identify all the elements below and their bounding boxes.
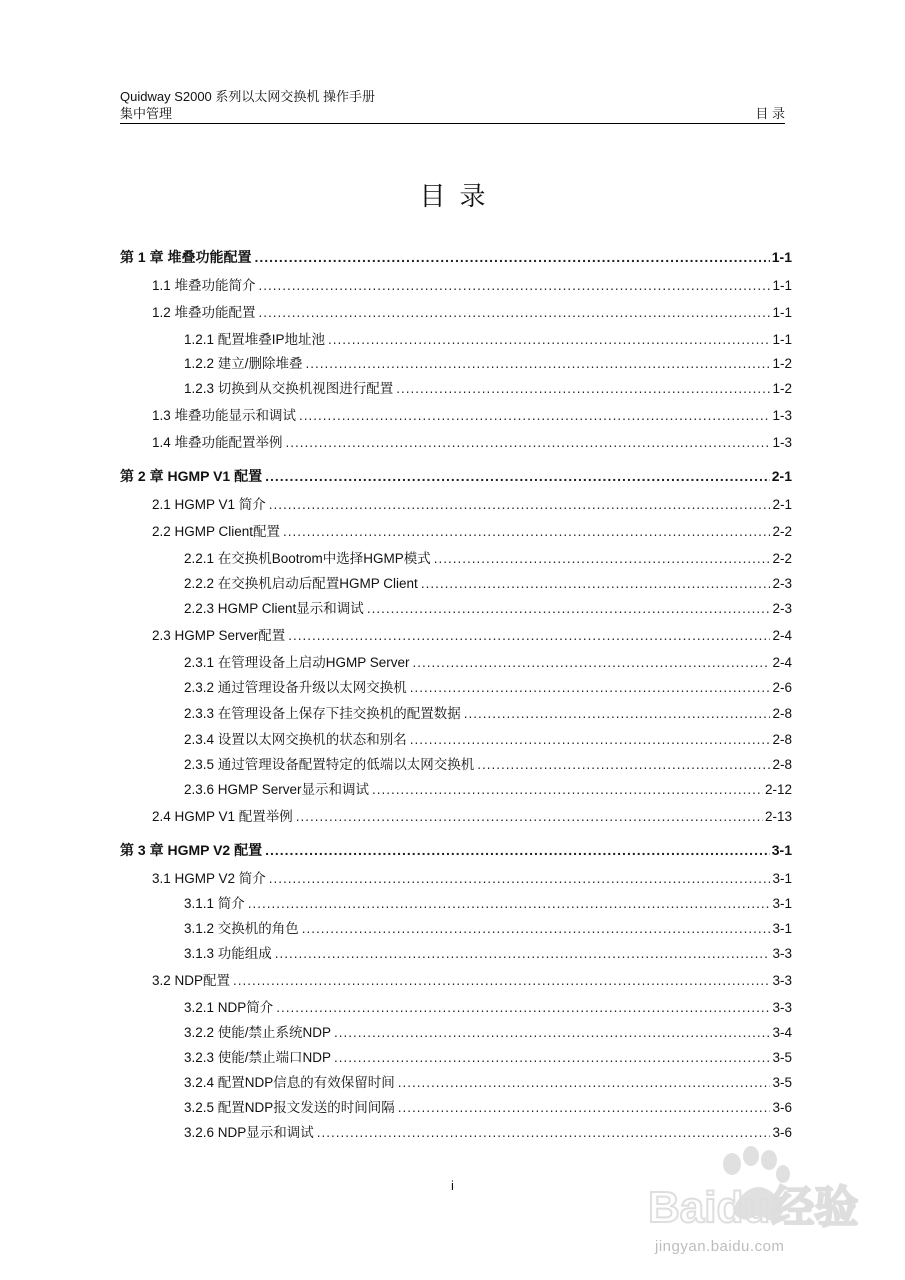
toc-entry[interactable] <box>120 404 792 426</box>
toc-entry[interactable] <box>120 274 792 296</box>
toc-entry-page: 2-2 <box>772 551 792 566</box>
running-header-title: Quidway S2000 系列以太网交换机 操作手册 <box>120 89 376 104</box>
toc-entry-page: 3-4 <box>772 1025 792 1040</box>
toc-entry[interactable] <box>120 892 792 914</box>
toc-entry-label: 2.2.3 HGMP Client显示和调试 <box>184 601 364 616</box>
toc-entry-label: 第 2 章 HGMP V1 配置 <box>120 468 263 484</box>
toc-chapter-entry[interactable] <box>120 840 792 862</box>
toc-entry-label: 1.2.3 切换到从交换机视图进行配置 <box>184 381 394 396</box>
toc-leader-dots <box>275 946 771 961</box>
toc-leader-dots <box>398 1100 771 1115</box>
toc-entry-page: 2-1 <box>772 497 792 512</box>
toc-entry[interactable] <box>120 702 792 724</box>
toc-leader-dots <box>248 896 771 911</box>
toc-entry-label: 第 1 章 堆叠功能配置 <box>120 249 252 265</box>
toc-entry[interactable] <box>120 572 792 594</box>
toc-leader-dots <box>367 601 771 616</box>
toc-entry-label: 2.2.2 在交换机启动后配置HGMP Client <box>184 576 418 591</box>
toc-entry-page: 2-12 <box>764 782 792 797</box>
toc-entry-label: 3.2.1 NDP简介 <box>184 1000 274 1015</box>
toc-entry[interactable] <box>120 1096 792 1118</box>
toc-leader-dots <box>410 732 771 747</box>
toc-entry-page: 3-6 <box>772 1100 792 1115</box>
toc-entry-label: 3.2.3 使能/禁止端口NDP <box>184 1050 332 1065</box>
watermark-brand: Baidu经验 <box>648 1183 859 1232</box>
page-title: 目录 <box>419 182 500 212</box>
toc-leader-dots <box>306 356 771 371</box>
toc-entry-label: 2.3 HGMP Server配置 <box>152 628 286 643</box>
toc-entry-label: 3.1.2 交换机的角色 <box>184 921 299 936</box>
toc-entry-page: 2-2 <box>772 524 792 539</box>
toc-leader-dots <box>259 305 771 320</box>
toc-entry-page: 1-2 <box>772 381 792 396</box>
toc-leader-dots <box>288 628 770 643</box>
toc-entry[interactable] <box>120 728 792 750</box>
toc-entry[interactable] <box>120 969 792 991</box>
toc-entry-label: 第 3 章 HGMP V2 配置 <box>120 842 263 858</box>
toc-entry[interactable] <box>120 328 792 350</box>
toc-entry-label: 3.1 HGMP V2 简介 <box>152 871 266 886</box>
toc-entry-page: 3-3 <box>772 946 792 961</box>
toc-entry-page: 3-3 <box>772 973 792 988</box>
toc-entry[interactable] <box>120 493 792 515</box>
toc-entry-page: 2-8 <box>772 732 792 747</box>
toc-leader-dots <box>265 842 770 858</box>
toc-entry-label: 1.3 堆叠功能显示和调试 <box>152 408 297 423</box>
toc-chapter-entry[interactable] <box>120 466 792 488</box>
toc-leader-dots <box>299 408 770 423</box>
toc-entry-label: 2.1 HGMP V1 简介 <box>152 497 266 512</box>
toc-leader-dots <box>477 757 770 772</box>
toc-leader-dots <box>317 1125 771 1140</box>
toc-entry[interactable] <box>120 996 792 1018</box>
toc-entry-label: 2.3.2 通过管理设备升级以太网交换机 <box>184 680 407 695</box>
toc-leader-dots <box>296 809 763 824</box>
toc-entry[interactable] <box>120 597 792 619</box>
toc-entry[interactable] <box>120 651 792 673</box>
toc-entry-page: 2-8 <box>772 757 792 772</box>
toc-entry-page: 1-2 <box>772 356 792 371</box>
toc-entry-page: 2-13 <box>764 809 792 824</box>
toc-entry-page: 2-1 <box>771 468 792 484</box>
header-toc-label: 目 录 <box>755 106 785 121</box>
toc-entry[interactable] <box>120 352 792 374</box>
toc-entry-label: 3.1.1 简介 <box>184 896 245 911</box>
toc-entry[interactable] <box>120 1071 792 1093</box>
toc-entry-label: 1.4 堆叠功能配置举例 <box>152 435 283 450</box>
toc-entry-page: 3-1 <box>772 921 792 936</box>
toc-entry[interactable] <box>120 753 792 775</box>
toc-entry-page: 2-8 <box>772 706 792 721</box>
header-rule <box>120 123 785 124</box>
toc-leader-dots <box>334 1025 770 1040</box>
toc-entry[interactable] <box>120 917 792 939</box>
header-section: 集中管理 <box>120 106 173 121</box>
toc-leader-dots <box>421 576 771 591</box>
toc-entry-label: 2.3.3 在管理设备上保存下挂交换机的配置数据 <box>184 706 461 721</box>
toc-leader-dots <box>396 381 770 396</box>
toc-entry-label: 1.2.1 配置堆叠IP地址池 <box>184 332 326 347</box>
toc-leader-dots <box>265 468 770 484</box>
toc-entry-label: 2.3.4 设置以太网交换机的状态和别名 <box>184 732 407 747</box>
toc-entry-page: 2-4 <box>772 628 792 643</box>
running-header-sub <box>120 106 785 122</box>
toc-entry[interactable] <box>120 676 792 698</box>
toc-leader-dots <box>398 1075 771 1090</box>
toc-entry-label: 2.3.5 通过管理设备配置特定的低端以太网交换机 <box>184 757 475 772</box>
toc-entry-page: 1-3 <box>772 408 792 423</box>
toc-entry-label: 2.2 HGMP Client配置 <box>152 524 281 539</box>
toc-entry[interactable] <box>120 624 792 646</box>
toc-entry-page: 1-1 <box>771 249 792 265</box>
toc-entry[interactable] <box>120 805 792 827</box>
toc-entry[interactable] <box>120 867 792 889</box>
toc-entry[interactable] <box>120 547 792 569</box>
toc-entry-label: 3.2.5 配置NDP报文发送的时间间隔 <box>184 1100 395 1115</box>
toc-entry-page: 3-5 <box>772 1075 792 1090</box>
toc-entry[interactable] <box>120 942 792 964</box>
toc-leader-dots <box>413 655 771 670</box>
toc-entry-page: 2-3 <box>772 601 792 616</box>
toc-entry-label: 3.2.2 使能/禁止系统NDP <box>184 1025 332 1040</box>
toc-leader-dots <box>302 921 771 936</box>
toc-entry-label: 3.2.6 NDP显示和调试 <box>184 1125 314 1140</box>
toc-leader-dots <box>254 249 769 265</box>
toc-entry-label: 3.2 NDP配置 <box>152 973 231 988</box>
toc-leader-dots <box>259 278 771 293</box>
toc-leader-dots <box>410 680 771 695</box>
toc-entry-page: 3-1 <box>772 871 792 886</box>
toc-entry-page: 3-1 <box>772 896 792 911</box>
toc-entry[interactable] <box>120 301 792 323</box>
toc-entry-label: 2.3.1 在管理设备上启动HGMP Server <box>184 655 410 670</box>
watermark-url: jingyan.baidu.com <box>655 1238 785 1255</box>
toc-entry-label: 2.2.1 在交换机Bootrom中选择HGMP模式 <box>184 551 431 566</box>
toc-leader-dots <box>286 435 771 450</box>
toc-entry-label: 1.1 堆叠功能简介 <box>152 278 256 293</box>
toc-entry-page: 3-3 <box>772 1000 792 1015</box>
page-number: i <box>451 1178 454 1193</box>
toc-entry-page: 2-3 <box>772 576 792 591</box>
toc-leader-dots <box>276 1000 770 1015</box>
toc-entry-label: 2.4 HGMP V1 配置举例 <box>152 809 293 824</box>
toc-entry-page: 1-1 <box>772 332 792 347</box>
toc-entry-label: 1.2 堆叠功能配置 <box>152 305 256 320</box>
toc-chapter-entry[interactable] <box>120 247 792 269</box>
toc-leader-dots <box>334 1050 770 1065</box>
toc-leader-dots <box>269 871 771 886</box>
toc-entry[interactable] <box>120 778 792 800</box>
toc-entry-page: 1-1 <box>772 305 792 320</box>
toc-entry-page: 3-6 <box>772 1125 792 1140</box>
toc-entry-page: 2-4 <box>772 655 792 670</box>
toc-entry-page: 1-3 <box>772 435 792 450</box>
toc-entry-page: 3-1 <box>771 842 792 858</box>
toc-entry[interactable] <box>120 1046 792 1068</box>
toc-leader-dots <box>269 497 771 512</box>
toc-entry-label: 3.2.4 配置NDP信息的有效保留时间 <box>184 1075 395 1090</box>
toc-entry[interactable] <box>120 431 792 453</box>
toc-leader-dots <box>233 973 770 988</box>
toc-entry[interactable] <box>120 520 792 542</box>
toc-leader-dots <box>328 332 770 347</box>
toc-entry-page: 3-5 <box>772 1050 792 1065</box>
toc-leader-dots <box>464 706 771 721</box>
toc-entry-label: 1.2.2 建立/删除堆叠 <box>184 356 303 371</box>
toc-leader-dots <box>372 782 763 797</box>
toc-entry-page: 2-6 <box>772 680 792 695</box>
toc-entry-label: 2.3.6 HGMP Server显示和调试 <box>184 782 370 797</box>
toc-entry-page: 1-1 <box>772 278 792 293</box>
toc-leader-dots <box>283 524 770 539</box>
toc-entry[interactable] <box>120 377 792 399</box>
toc-entry-label: 3.1.3 功能组成 <box>184 946 272 961</box>
toc-leader-dots <box>434 551 771 566</box>
toc-entry[interactable] <box>120 1021 792 1043</box>
